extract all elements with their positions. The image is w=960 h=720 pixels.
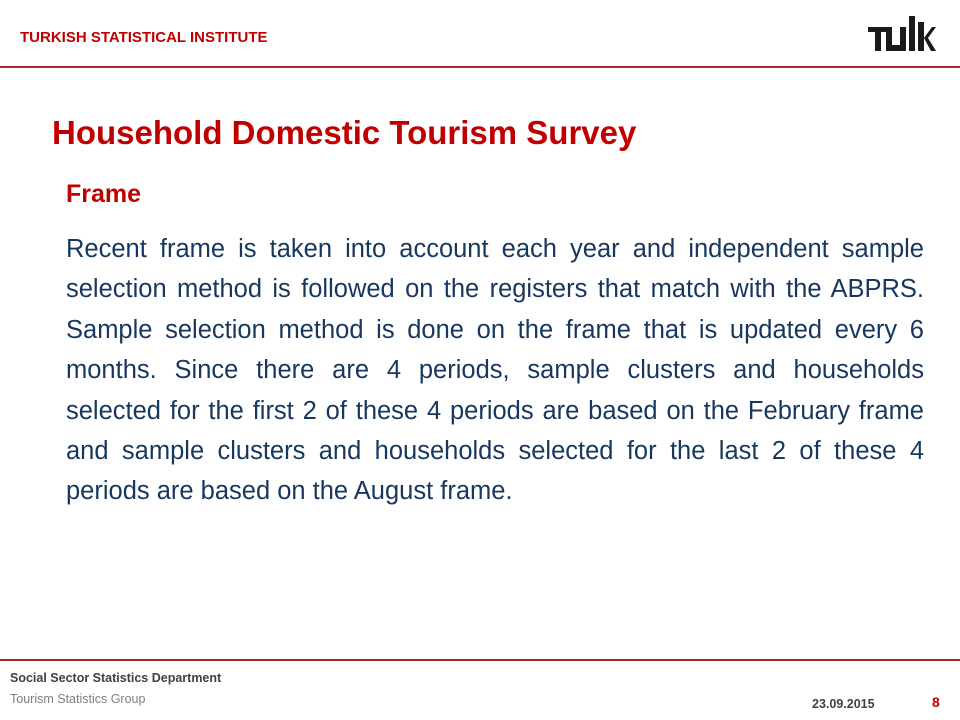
header-divider [0,66,960,68]
footer-department: Social Sector Statistics Department [10,671,222,685]
footer-date: 23.09.2015 [812,697,875,711]
tuik-logo [868,14,936,54]
organization-name: TURKISH STATISTICAL INSTITUTE [20,29,268,46]
body-paragraph: Recent frame is taken into account each year and independent sample selection method is followed on the registers that match with the ABPRS. Sample selection method is done on the frame that is updated every 6 months. Since there are 4 periods, sample clusters and households selected for the first 2 of these 4 periods are based on the February frame and sample clusters and households selected for the last 2 of these 4 periods are based on the August frame. [66,235,924,506]
slide-title: Household Domestic Tourism Survey [52,114,637,151]
page-number: 8 [932,694,940,710]
footer-divider [0,659,960,661]
section-heading: Frame [66,180,142,208]
footer-group: Tourism Statistics Group [10,692,146,706]
